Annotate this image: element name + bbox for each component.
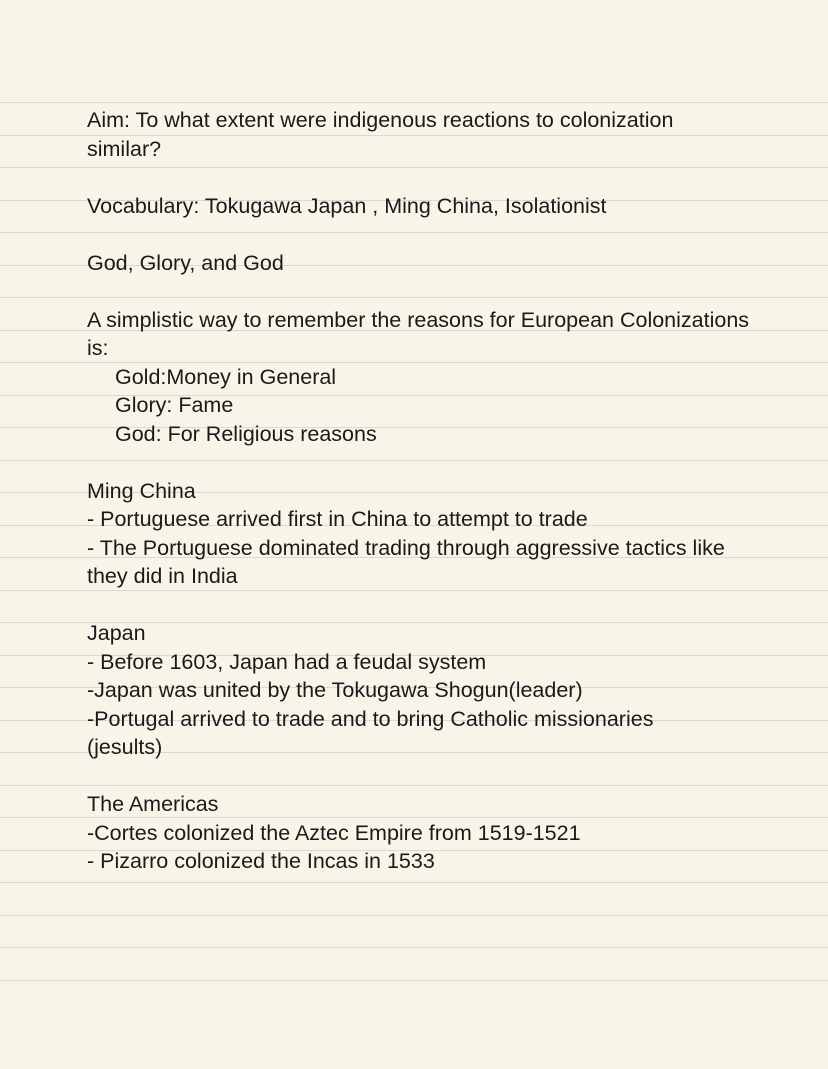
- aim-line-1: Aim: To what extent were indigenous reactions to colonization: [87, 108, 674, 132]
- blank-line: [87, 277, 823, 306]
- japan-heading: Japan: [87, 621, 146, 645]
- reason-gold: Gold:Money in General: [115, 364, 337, 389]
- ming-china-heading: Ming China: [87, 478, 196, 503]
- aim-line-2: similar?: [87, 136, 162, 161]
- blank-line: [87, 163, 823, 192]
- americas-line-1: -Cortes colonized the Aztec Empire from 1519-1521: [87, 820, 581, 845]
- vocabulary-line: Vocabulary: Tokugawa Japan , Ming China, Isolationist: [87, 193, 607, 218]
- japan-line-3: -Portugal arrived to trade and to bring Catholic missionaries: [87, 706, 654, 731]
- reason-glory: Glory: Fame: [115, 393, 234, 417]
- japan-line-2: -Japan was united by the Tokugawa Shogun(leader): [87, 678, 583, 702]
- americas-heading: The Americas: [87, 792, 219, 816]
- reason-god: God: For Religious reasons: [115, 421, 377, 446]
- blank-line: [87, 762, 823, 791]
- reasons-intro-line-1: A simplistic way to remember the reasons for European Colonizations: [87, 307, 750, 332]
- motto-line: God, Glory, and God: [87, 250, 284, 275]
- ming-china-line-2: - The Portuguese dominated trading through aggressive tactics like: [87, 535, 725, 560]
- reasons-intro-line-2: is:: [87, 336, 109, 360]
- ming-china-line-1: - Portuguese arrived first in China to attempt to trade: [87, 507, 588, 531]
- japan-line-1: - Before 1603, Japan had a feudal system: [87, 649, 487, 674]
- americas-line-2: - Pizarro colonized the Incas in 1533: [87, 849, 435, 873]
- blank-line: [87, 591, 823, 620]
- blank-line: [87, 448, 823, 477]
- blank-line: [87, 220, 823, 249]
- ming-china-line-3: they did in India: [87, 564, 238, 588]
- note-body[interactable]: [87, 106, 823, 876]
- japan-line-4: (jesults): [87, 735, 163, 759]
